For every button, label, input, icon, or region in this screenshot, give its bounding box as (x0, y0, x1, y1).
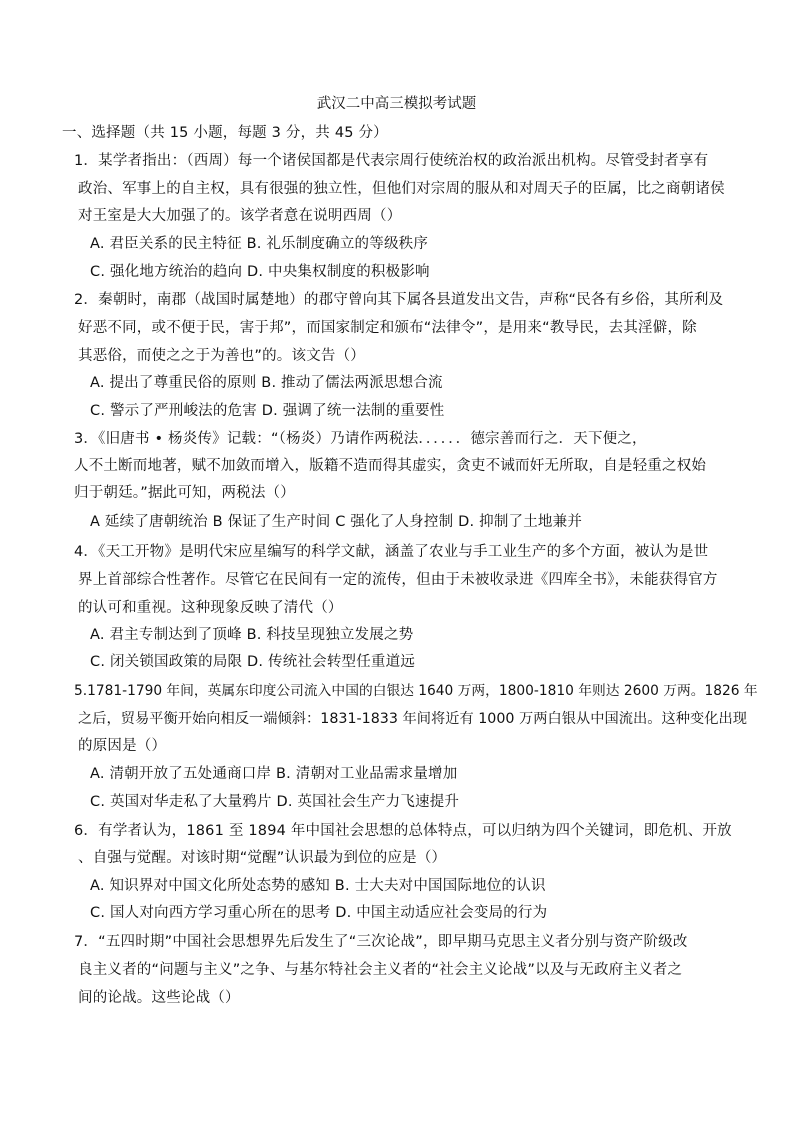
question-6-option-ab: A. 知识界对中国文化所处态势的感知 B. 士大夫对中国国际地位的认识 (90, 878, 546, 894)
question-5-line-2: 之后，贸易平衡开始向相反一端倾斜：1831-1833 年间将近有 1000 万两白银从中国流出。这种变化出现 (78, 711, 748, 727)
question-2-line-3: 其恶俗，而使之之于为善也”的。该文告（） (78, 348, 366, 364)
question-2-line-2: 好恶不同，或不便于民，害于邦”，而国家制定和颁布“法律令”，是用来“教导民，去其淫僻，除 (78, 320, 697, 336)
question-5-option-ab: A. 清朝开放了五处通商口岸 B. 清朝对工业品需求量增加 (90, 766, 458, 782)
question-7-line-2: 良主义者的“问题与主义”之争、与基尔特社会主义者的“社会主义论战”以及与无政府主义者之 (78, 962, 683, 978)
question-6-line-1: 6．有学者认为，1861 至 1894 年中国社会思想的总体特点，可以归纳为四个关键词，即危机、开放 (74, 823, 732, 839)
question-2-option-cd: C. 警示了严刑峻法的危害 D. 强调了统一法制的重要性 (90, 403, 445, 419)
section-heading: 一、选择题（共 15 小题，每题 3 分，共 45 分） (62, 125, 388, 141)
question-1-line-3: 对王室是大大加强了的。该学者意在说明西周（） (78, 208, 402, 224)
exam-title: 武汉二中高三模拟考试题 (316, 96, 477, 112)
question-7-line-1: 7．“五四时期”中国社会思想界先后发生了“三次论战”，即早期马克思主义者分别与资产阶级改 (74, 934, 688, 950)
question-3-line-3: 归于朝廷。”据此可知，两税法（） (74, 485, 295, 501)
question-4-line-3: 的认可和重视。这种现象反映了清代（） (78, 600, 343, 616)
question-2-option-ab: A. 提出了尊重民俗的原则 B. 推动了儒法两派思想合流 (90, 375, 443, 391)
question-4-option-ab: A. 君主专制达到了顶峰 B. 科技呈现独立发展之势 (90, 627, 414, 643)
question-1-line-1: 1．某学者指出：（西周）每一个诸侯国都是代表宗周行使统治权的政治派出机构。尽管受封者享有 (74, 153, 709, 169)
question-6-line-2: 、自强与觉醒。对该时期“觉醒”认识最为到位的应是（） (78, 850, 447, 866)
question-2-line-1: 2．秦朝时，南郡（战国时属楚地）的郡守曾向其下属各县道发出文告，声称“民各有乡俗，其所利及 (74, 292, 724, 308)
question-4-option-cd: C. 闭关锁国政策的局限 D. 传统社会转型任重道远 (90, 654, 416, 670)
question-1-option-ab: A. 君臣关系的民主特征 B. 礼乐制度确立的等级秩序 (90, 236, 429, 252)
question-4-line-2: 界上首部综合性著作。尽管它在民间有一定的流传，但由于未被收录进《四库全书》，未能获得官方 (78, 572, 718, 588)
question-7-line-3: 间的论战。这些论战（） (78, 990, 240, 1006)
question-1-line-2: 政治、军事上的自主权，具有很强的独立性，但他们对宗周的服从和对周天子的臣属，比之商朝诸侯 (78, 181, 725, 197)
question-3-options: A 延续了唐朝统治 B 保证了生产时间 C 强化了人身控制 D. 抑制了土地兼并 (90, 514, 583, 530)
question-5-option-cd: C. 英国对华走私了大量鸦片 D. 英国社会生产力飞速提升 (90, 794, 460, 810)
question-5-line-3: 的原因是（） (78, 738, 167, 754)
question-5-line-1: 5.1781-1790 年间，英属东印度公司流入中国的白银达 1640 万两，1800-1810 年则达 2600 万两。1826 年 (74, 683, 758, 699)
question-6-option-cd: C. 国人对向西方学习重心所在的思考 D. 中国主动适应社会变局的行为 (90, 905, 548, 921)
question-3-line-1: 3．《旧唐书 • 杨炎传》记载：“（杨炎）乃请作两税法．．．．．．德宗善而行之．天下便之， (74, 431, 647, 447)
question-3-line-2: 人不土断而地著，赋不加敛而增入，版籍不造而得其虚实，贪吏不诫而奸无所取，自是轻重之权始 (74, 458, 707, 474)
question-1-option-cd: C. 强化地方统治的趋向 D. 中央集权制度的积极影响 (90, 264, 430, 280)
question-4-line-1: 4．《天工开物》是明代宋应星编写的科学文献，涵盖了农业与手工业生产的多个方面，被认为是世 (74, 544, 709, 560)
